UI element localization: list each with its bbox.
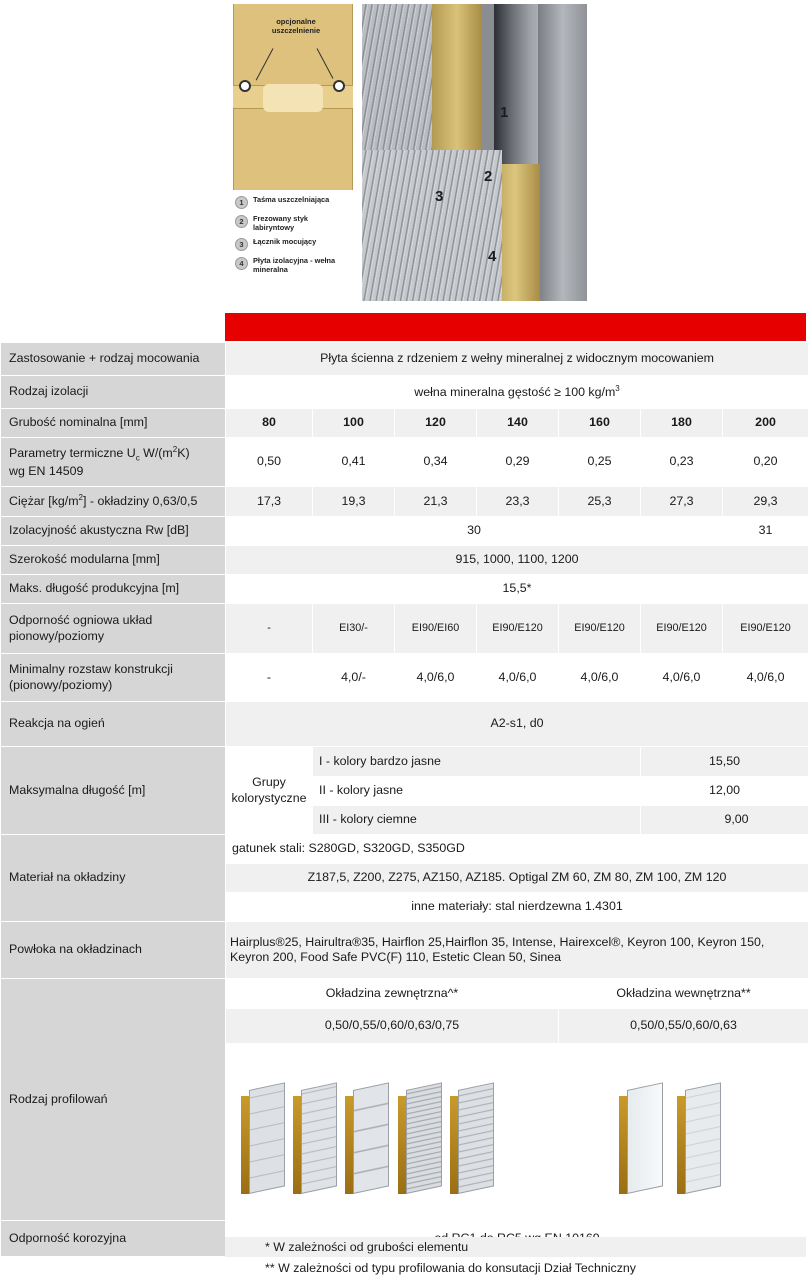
mineral-wool-core [432, 4, 482, 174]
photo-tag: 3 [435, 188, 444, 205]
table-row: Z187,5, Z200, Z275, AZ150, AZ185. Optigal ZM 60, ZM 80, ZM 100, ZM 120 [1, 864, 809, 893]
table-row: Odporność korozyjna [1, 1221, 809, 1257]
table-row: II - kolory jasne 12,00 [1, 777, 809, 806]
table-row: Powłoka na okładzinach Hairplus®25, Hairultra®35, Hairflon 25,Hairflon 35, Intense, Hairexcel®, Keyron 100, Keyron 150, Keyron 200, Food Safe PVC(F) 110, Estetic Clean 50, Sinea [1, 922, 809, 979]
profile-thumbnail [450, 1090, 494, 1194]
product-illustration [230, 0, 590, 306]
profile-thumbnail [241, 1090, 285, 1194]
footnote: ** W zależności od typu profilowania do konsutacji Dział Techniczny [265, 1261, 636, 1275]
table-row: Minimalny rozstaw konstrukcji (pionowy/poziomy) - 4,0/- 4,0/6,0 4,0/6,0 4,0/6,0 4,0/6,0 4,0/6,0 [1, 654, 809, 702]
photo-tag: 2 [484, 168, 493, 185]
table-row: inne materiały: stal nierdzewna 1.4301 [1, 893, 809, 922]
table-row: Maks. długość produkcyjna [m] 15,5* [1, 575, 809, 604]
table-row: Izolacyjność akustyczna Rw [dB] 30 31 [1, 517, 809, 546]
seal-callout: opcjonalne uszczelnienie [271, 17, 321, 35]
photo-tag: 1 [500, 104, 509, 121]
red-header-bar [225, 313, 806, 341]
table-row: Grubość nominalna [mm] 80 100 120 140 160 180 200 [1, 409, 809, 438]
legend-item: 4 Płyta izolacyjna - wełna mineralna [235, 257, 360, 274]
footnote: * W zależności od grubości elementu [225, 1237, 806, 1257]
table-row: Materiał na okładziny gatunek stali: S280GD, S320GD, S350GD [1, 835, 809, 864]
seal-left-icon [239, 80, 251, 92]
joint-cross-section [233, 4, 353, 190]
table-row: Rodzaj izolacji wełna mineralna gęstość ≥ 100 $kg/m^3$ [1, 376, 809, 409]
legend-number: 2 [235, 215, 248, 228]
photo-tag: 4 [488, 248, 497, 265]
legend-number: 4 [235, 257, 248, 270]
table-row: Zastosowanie + rodzaj mocowania Płyta ścienna z rdzeniem z wełny mineralnej z widocznym mocowaniem [1, 343, 809, 376]
table-row: Parametry termiczne $U_c$ $W/(m^2K)$ wg EN 14509 0,50 0,41 0,34 0,29 0,25 0,23 0,20 [1, 438, 809, 487]
profile-thumbnail [677, 1090, 721, 1194]
table-row: Szerokość modularna [mm] 915, 1000, 1100, 1200 [1, 546, 809, 575]
legend-item: 2 Frezowany styk labiryntowy [235, 215, 360, 232]
spec-table [0, 342, 809, 1257]
panel-photo [362, 4, 587, 301]
table-row: III - kolory ciemne 9,00 [1, 806, 809, 835]
labyrinth-joint [263, 84, 323, 112]
table-row: Reakcja na ogień A2-s1, d0 [1, 702, 809, 747]
legend-number: 3 [235, 238, 248, 251]
legend-number: 1 [235, 196, 248, 209]
legend-item: 1 Taśma uszczelniająca [235, 196, 360, 209]
table-row: 0,50/0,55/0,60/0,63/0,75 0,50/0,55/0,60/0,63 [1, 1009, 809, 1044]
table-row: Odporność ogniowa układ pionowy/poziomy - EI30/- EI90/EI60 EI90/E120 EI90/E120 EI90/E120 EI90/E120 [1, 604, 809, 654]
table-row: Ciężar $[kg/m^2]$ - okładziny 0,63/0,5 17,3 19,3 21,3 23,3 25,3 27,3 29,3 [1, 487, 809, 517]
table-row: Maksymalna długość [m] Grupy kolorystyczne I - kolory bardzo jasne 15,50 [1, 747, 809, 777]
profile-thumbnails [226, 1044, 808, 1220]
figure-legend [235, 196, 360, 280]
legend-item: 3 Łącznik mocujący [235, 238, 360, 251]
profile-thumbnail [345, 1090, 389, 1194]
profile-thumbnail [293, 1090, 337, 1194]
lower-panel-core [233, 108, 353, 190]
profile-thumbnail [398, 1090, 442, 1194]
table-row: Rodzaj profilowań Okładzina zewnętrzna^* Okładzina wewnętrzna** [1, 979, 809, 1009]
seal-right-icon [333, 80, 345, 92]
profile-thumbnail [619, 1090, 663, 1194]
